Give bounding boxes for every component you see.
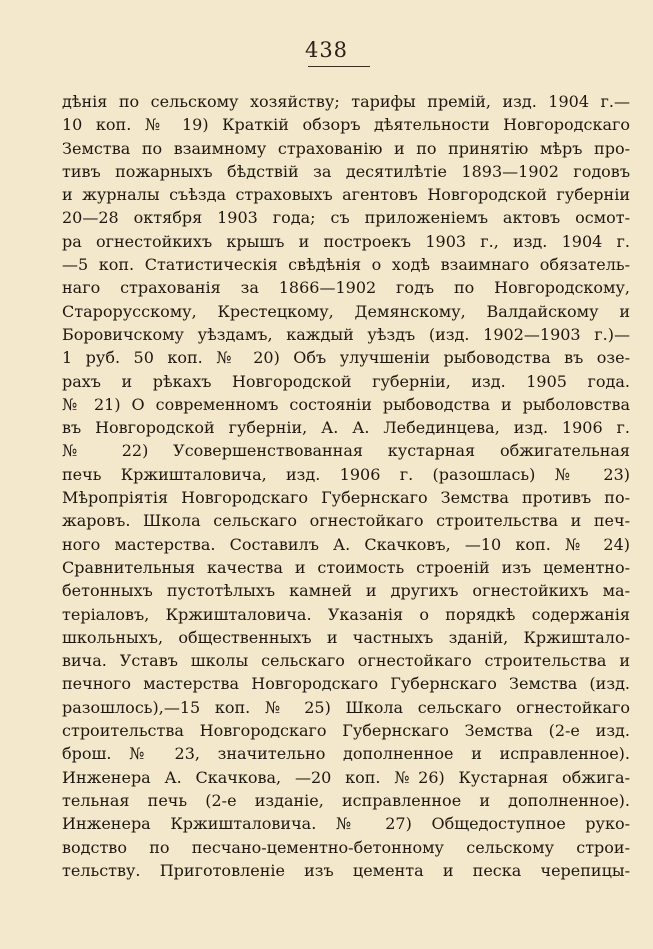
- text-line: тельная печь (2-е изданіе, исправленное и дополненное).: [62, 790, 630, 810]
- text-line: Старорусскому, Крестецкому, Демянскому, Валдайскому и: [62, 301, 630, 321]
- text-line: тельству. Приготовленіе изъ цемента и песка черепицы-: [62, 860, 630, 880]
- text-line: печь Кржишталовича, изд. 1906 г. (разошлась) № 23): [62, 464, 630, 484]
- text-line: бетонныхъ пустотѣлыхъ камней и другихъ огнестойкихъ ма-: [62, 581, 630, 601]
- text-line: строительства Новгородскаго Губернскаго Земства (2-е изд.: [62, 721, 630, 741]
- text-line: ра огнестойкихъ крышъ и построекъ 1903 г., изд. 1904 г.: [62, 231, 630, 251]
- text-line: ного мастерства. Составилъ А. Скачковъ, —10 коп. № 24): [62, 534, 630, 554]
- text-line: 1 руб. 50 коп. № 20) Объ улучшеніи рыбоводства въ озе-: [62, 348, 630, 368]
- text-line: Мѣропріятія Новгородскаго Губернскаго Земства противъ по-: [62, 488, 630, 508]
- text-line: наго страхованія за 1866—1902 годъ по Новгородскому,: [62, 278, 630, 298]
- text-line: Инженера Кржишталовича. № 27) Общедоступное руко-: [62, 814, 630, 834]
- body-text: [62, 90, 630, 882]
- page-number-rule: [308, 66, 370, 67]
- text-line: печного мастерства Новгородскаго Губернскаго Земства (изд.: [62, 674, 630, 694]
- text-line: рахъ и рѣкахъ Новгородской губерніи, изд. 1905 года.: [62, 371, 630, 391]
- text-line: —5 коп. Статистическія свѣдѣнія о ходѣ взаимнаго обязатель-: [62, 255, 630, 275]
- text-line: въ Новгородской губерніи, А. А. Лебединцева, изд. 1906 г.: [62, 418, 630, 438]
- text-line: разошлось),—15 коп. № 25) Школа сельскаго огнестойкаго: [62, 697, 630, 717]
- text-line: и журналы съѣзда страховыхъ агентовъ Новгородской губерніи: [62, 185, 630, 205]
- text-line: № 22) Усовершенствованная кустарная обжигательная: [62, 441, 630, 461]
- text-line: Боровичскому уѣздамъ, каждый уѣздъ (изд. 1902—1903 г.)—: [62, 324, 630, 344]
- text-line: вича. Уставъ школы сельскаго огнестойкаго строительства и: [62, 651, 630, 671]
- text-line: водство по песчано-цементно-бетонному сельскому строи-: [62, 837, 630, 857]
- text-line: теріаловъ, Кржишталовича. Указанія о порядкѣ содержанія: [62, 604, 630, 624]
- text-line: 20—28 октября 1903 года; съ приложеніемъ актовъ осмот-: [62, 208, 630, 228]
- text-line: жаровъ. Школа сельскаго огнестойкаго строительства и печ-: [62, 511, 630, 531]
- text-line: Инженера А. Скачкова, —20 коп. №26) Кустарная обжига-: [62, 767, 630, 787]
- text-line: Сравнительныя качества и стоимость строеній изъ цементно-: [62, 557, 630, 577]
- text-line: тивъ пожарныхъ бѣдствій за десятилѣтіе 1893—1902 годовъ: [62, 161, 630, 181]
- text-line: брош. № 23, значительно дополненное и исправленное).: [62, 744, 630, 764]
- page-number: 438: [304, 38, 349, 62]
- text-line: дѣнія по сельскому хозяйству; тарифы премій, изд. 1904 г.—: [62, 92, 630, 111]
- text-line: № 21) О современномъ состояніи рыбоводства и рыболовства: [62, 394, 630, 414]
- text-line: 10 коп. № 19) Краткій обзоръ дѣятельности Новгородскаго: [62, 115, 630, 135]
- text-line: Земства по взаимному страхованію и по принятію мѣръ про-: [62, 138, 630, 158]
- text-line: школьныхъ, общественныхъ и частныхъ зданій, Кржишталo-: [62, 627, 630, 647]
